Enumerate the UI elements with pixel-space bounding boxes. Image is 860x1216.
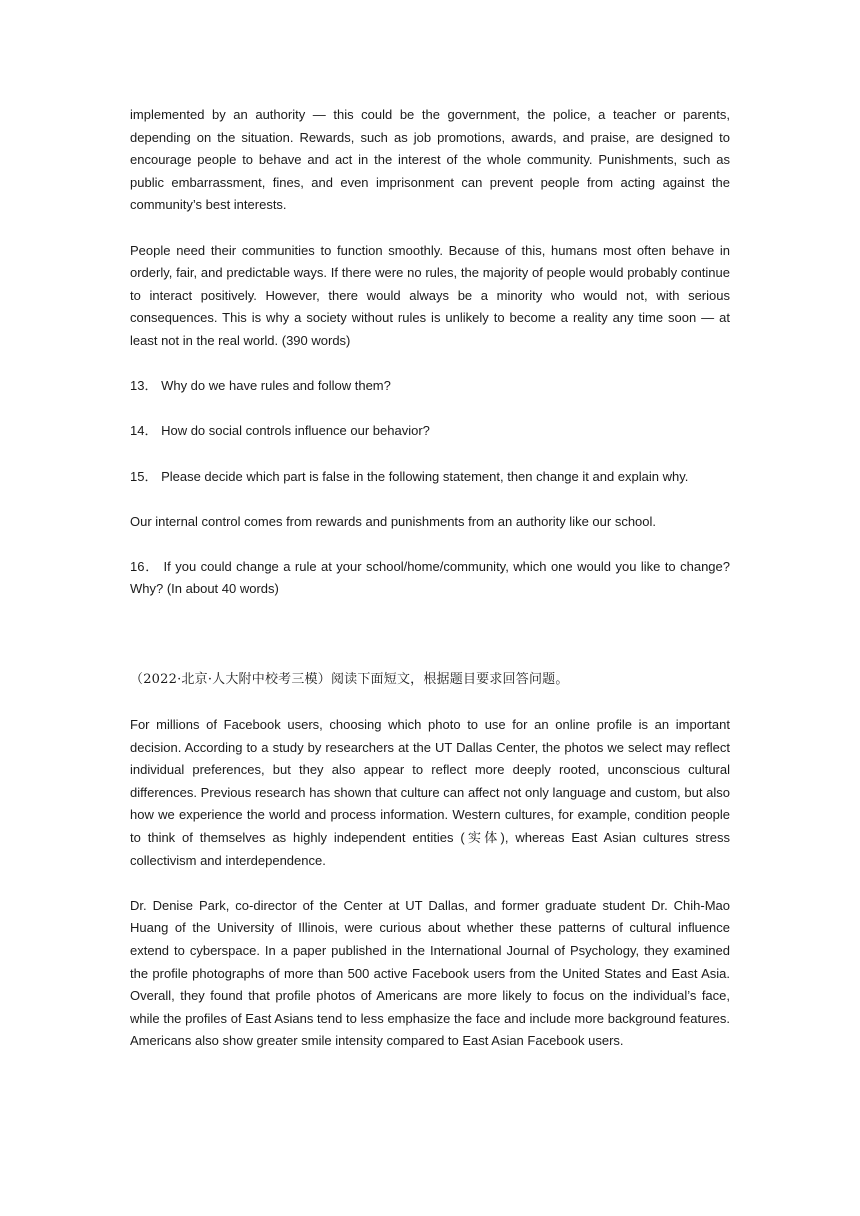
passage1-paragraph-1: implemented by an authority — this could be the government, the police, a teacher or parents, depending on the situation. Rewards, such as job promotions, awards, and praise, are designed to encourage people to behave and act in the interest of the whole community. Punishments, such as public embarrassment, fines, and even imprisonment can prevent people from acting against the community’s best interests.	[130, 107, 730, 213]
paragraph-gap	[130, 353, 730, 376]
passage1-paragraph-2: People need their communities to function smoothly. Because of this, humans most often behave in orderly, fair, and predictable ways. If there were no rules, the majority of people would probably continue to interact positively. However, there would always be a minority who would not, with serious consequences. This is why a society without rules is unlikely to become a reality any time soon — at least not in the real world. (390 words)	[130, 242, 730, 348]
paragraph-gap	[130, 691, 730, 714]
passage2-paragraph-1: For millions of Facebook users, choosing which photo to use for an online profile is an important decision. According to a study by researchers at the UT Dallas Center, the photos we select may reflect individual preferences, but they also appear to reflect more deeply rooted, unconscious cultural differences. Previous research has shown that culture can affect not only language and custom, but also how we experience the world and process information. Western cultures, for example, condition people to think of themselves as highly independent entities (实体), whereas East Asian cultures stress collectivism and interdependence.	[130, 717, 730, 868]
passage2-source-heading: （2022·北京·人大附中校考三模）阅读下面短文，根据题目要求回答问题。	[130, 671, 569, 687]
section-gap	[130, 601, 730, 669]
question-13: 13． Why do we have rules and follow them?	[130, 378, 391, 394]
paragraph-gap	[130, 398, 730, 421]
question-16: 16． If you could change a rule at your school/home/community, which one would you like to change? Why? (In about 40 words)	[130, 558, 730, 597]
question-14: 14． How do social controls influence our behavior?	[130, 423, 430, 439]
question-15: 15． Please decide which part is false in the following statement, then change it and explain why.	[130, 468, 689, 484]
paragraph-gap	[130, 488, 730, 511]
paragraph-gap	[130, 217, 730, 240]
passage2-paragraph-2: Dr. Denise Park, co-director of the Center at UT Dallas, and former graduate student Dr. Chih-Mao Huang of the University of Illinois, were curious about whether these patterns of cultural influence extend to cyberspace. In a paper published in the International Journal of Psychology, they examined the profile photographs of more than 500 active Facebook users from the United States and East Asia. Overall, they found that profile photos of Americans are more likely to focus on the individual’s face, while the profiles of East Asians tend to less emphasize the face and include more background features. Americans also show greater smile intensity compared to East Asian Facebook users.	[130, 897, 730, 1049]
document-page	[130, 104, 730, 1053]
paragraph-gap	[130, 443, 730, 466]
paragraph-gap	[130, 533, 730, 556]
paragraph-gap	[130, 872, 730, 895]
question-15-statement: Our internal control comes from rewards and punishments from an authority like our school.	[130, 513, 657, 529]
